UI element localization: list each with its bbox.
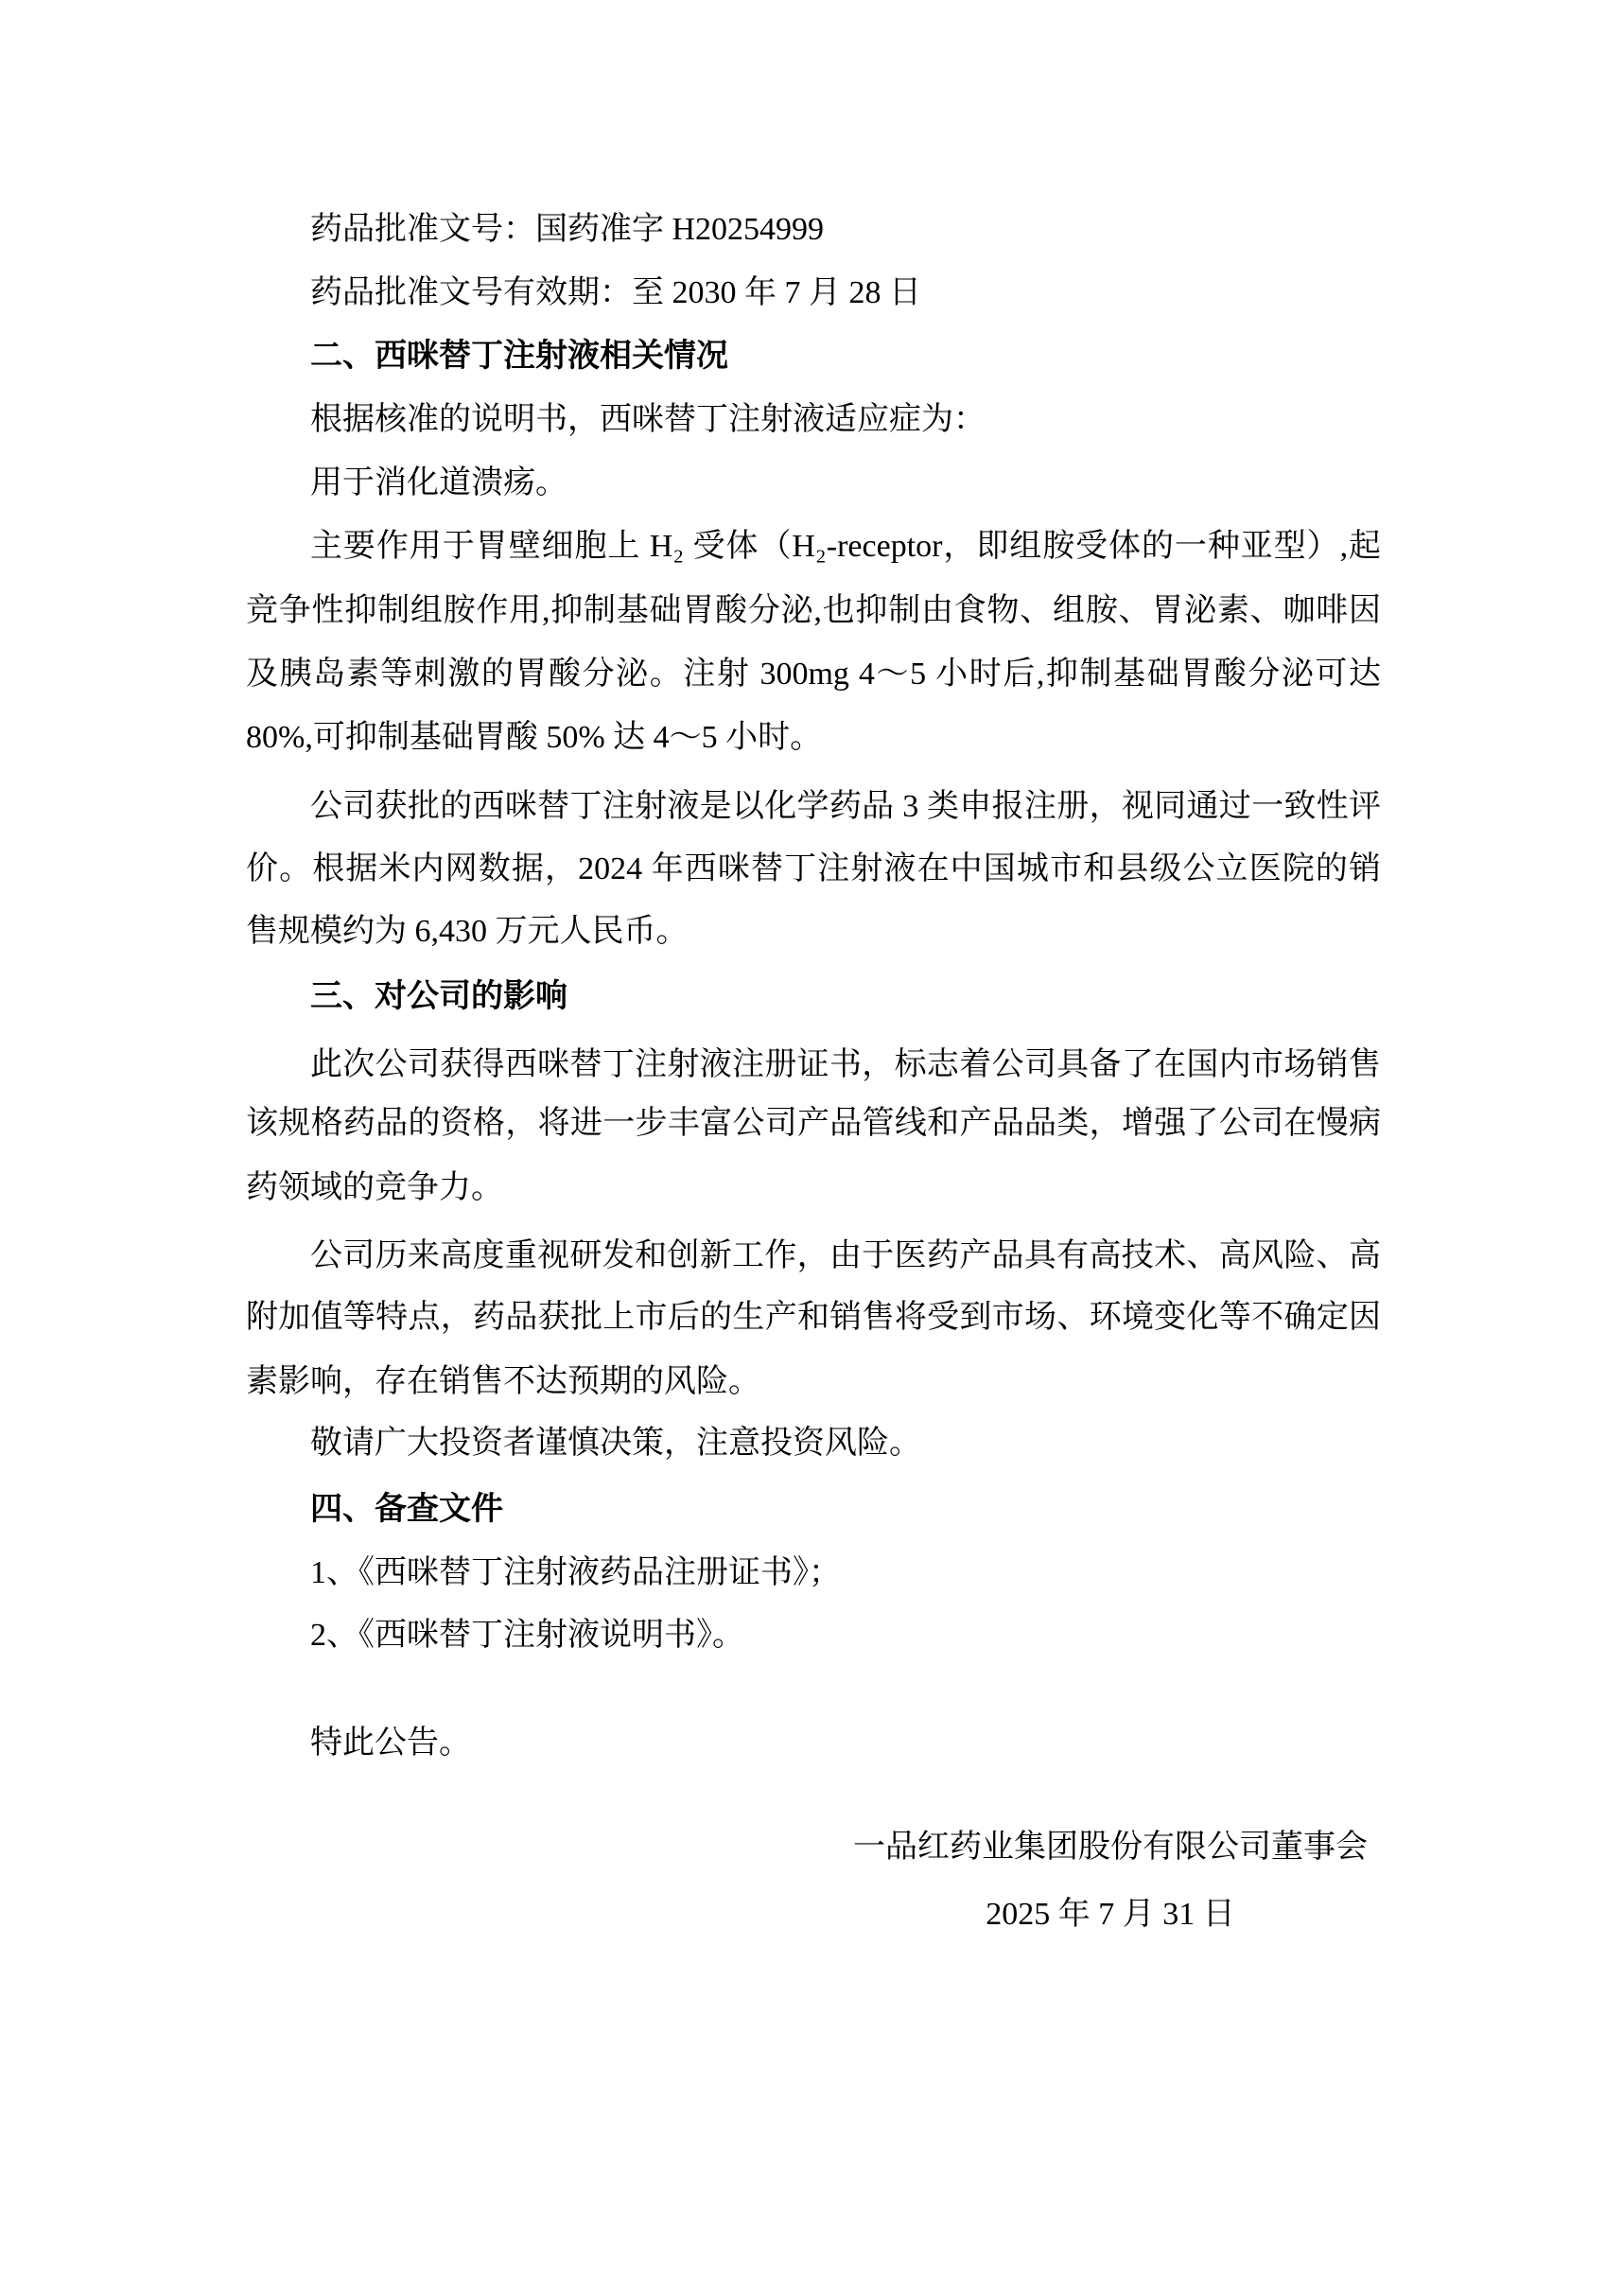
registration-line-3: 售规模约为 6,430 万元人民币。: [246, 914, 689, 949]
indication-intro-line: 根据核准的说明书，西咪替丁注射液适应症为：: [310, 402, 986, 437]
impact-line-2: 该规格药品的资格，将进一步丰富公司产品管线和产品品类，增强了公司在慢病: [246, 1106, 1381, 1141]
signature-block: [836, 1827, 1385, 1936]
pharmacology-line-4: 80%,可抑制基础胃酸 50% 达 4～5 小时。: [246, 720, 823, 755]
risk-line-1: 公司历来高度重视研发和创新工作，由于医药产品具有高技术、高风险、高: [310, 1238, 1381, 1273]
pharmacology-line-1: 主要作用于胃壁细胞上 H₂ 受体（H₂-receptor，即组胺受体的一种亚型）,起: [310, 529, 1381, 564]
pharmacology-line-2: 竞争性抑制组胺作用,抑制基础胃酸分泌,也抑制由食物、组胺、胃泌素、咖啡因: [246, 593, 1381, 628]
reference-doc-2-line: 2、《西咪替丁注射液说明书》。: [310, 1618, 744, 1653]
pharmacology-line-3: 及胰岛素等刺激的胃酸分泌。注射 300mg 4～5 小时后,抑制基础胃酸分泌可达: [246, 657, 1381, 692]
impact-line-1: 此次公司获得西咪替丁注射液注册证书，标志着公司具备了在国内市场销售: [310, 1047, 1381, 1082]
approval-validity-line: 药品批准文号有效期：至 2030 年 7 月 28 日: [310, 275, 921, 310]
registration-line-2: 价。根据米内网数据，2024 年西咪替丁注射液在中国城市和县级公立医院的销: [246, 851, 1381, 886]
signature-company: 一品红药业集团股份有限公司董事会: [853, 1830, 1368, 1865]
risk-line-3: 素影响，存在销售不达预期的风险。: [246, 1364, 760, 1399]
section-3-heading: 三、对公司的影响: [310, 979, 567, 1014]
registration-line-1: 公司获批的西咪替丁注射液是以化学药品 3 类申报注册，视同通过一致性评: [310, 789, 1381, 824]
impact-line-3: 药领域的竞争力。: [246, 1170, 503, 1205]
signature-date: 2025 年 7 月 31 日: [986, 1897, 1235, 1932]
risk-line-2: 附加值等特点，药品获批上市后的生产和销售将受到市场、环境变化等不确定因: [246, 1300, 1381, 1335]
investor-notice-line: 敬请广大投资者谨慎决策，注意投资风险。: [310, 1426, 921, 1461]
section-4-heading: 四、备查文件: [310, 1492, 503, 1527]
section-2-heading: 二、西咪替丁注射液相关情况: [310, 339, 728, 374]
closing-line: 特此公告。: [310, 1726, 471, 1761]
reference-doc-1-line: 1、《西咪替丁注射液药品注册证书》；: [310, 1555, 841, 1590]
approval-number-line: 药品批准文号：国药准字 H20254999: [310, 212, 825, 247]
indication-line: 用于消化道溃疡。: [310, 465, 567, 500]
